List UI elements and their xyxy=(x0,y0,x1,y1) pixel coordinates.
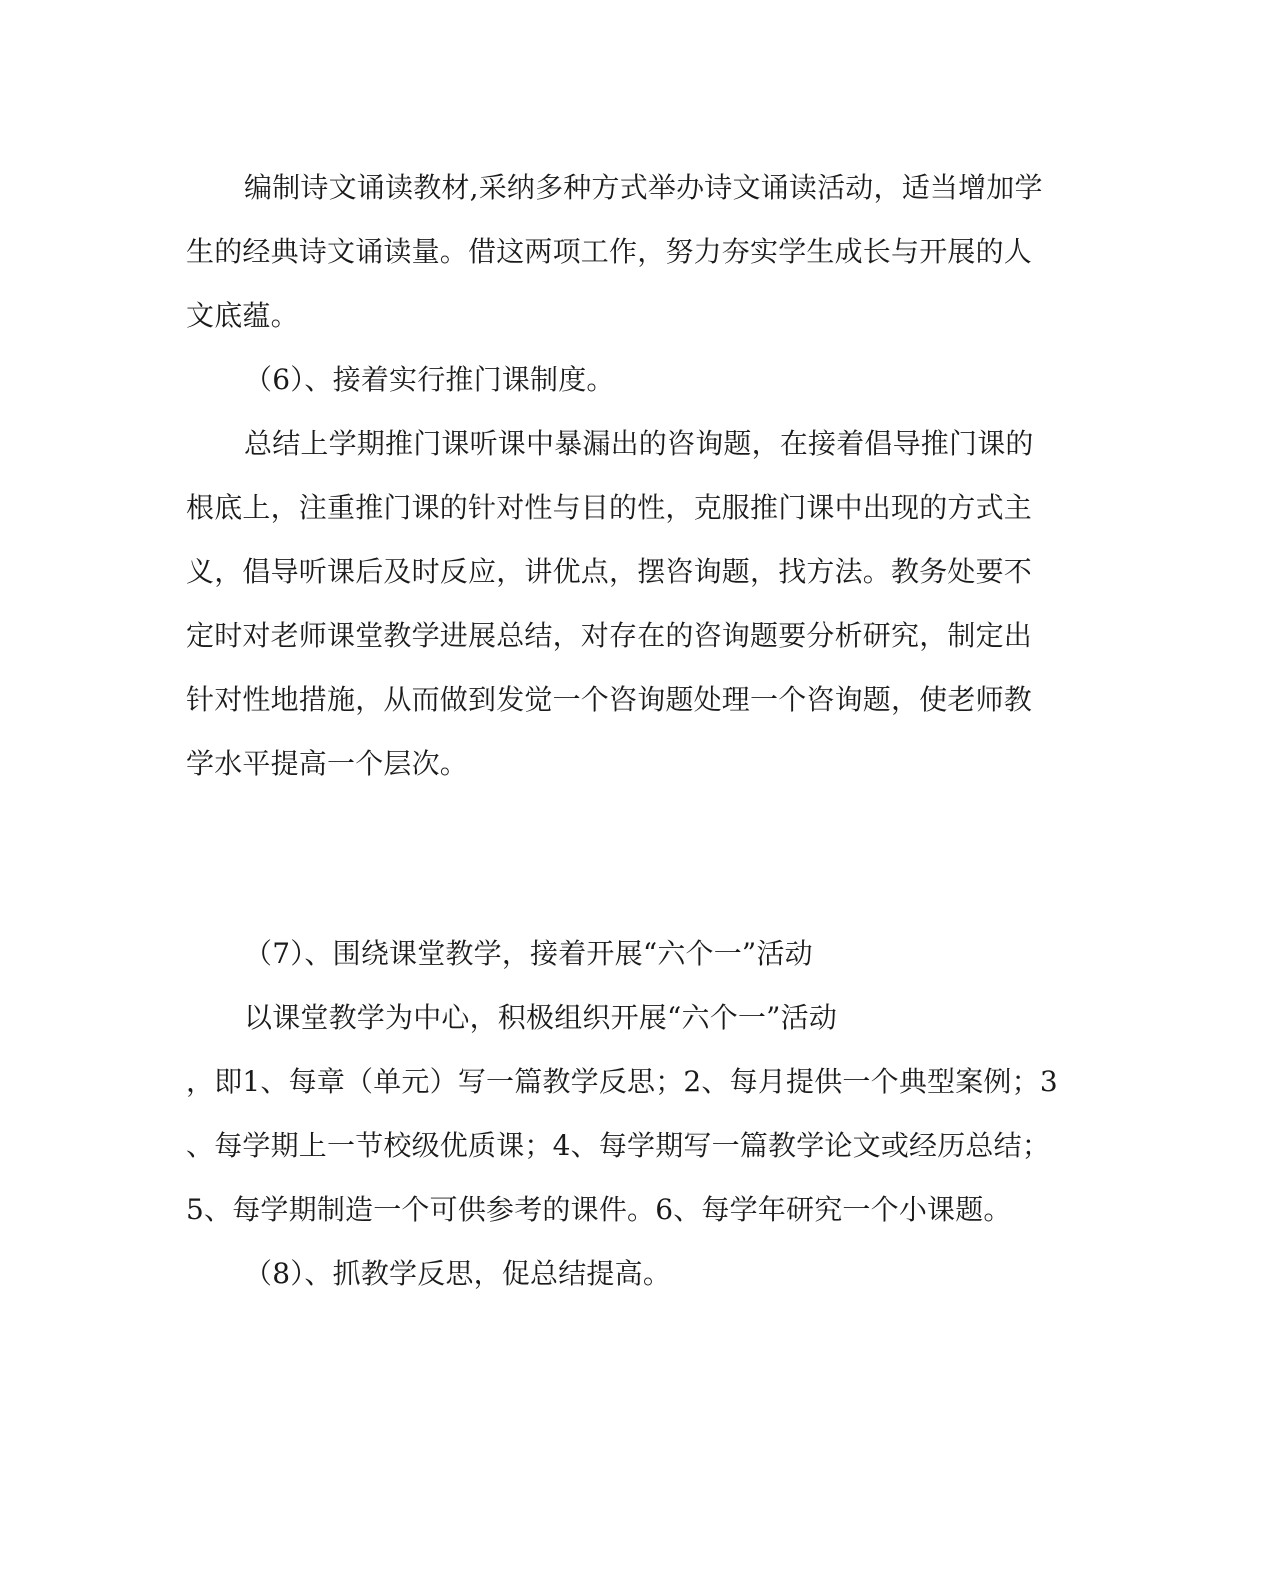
paragraph-line: 生的经典诗文诵读量。借这两项工作，努力夯实学生成长与开展的人 xyxy=(186,235,1033,268)
paragraph-line: 义，倡导听课后及时反应，讲优点，摆咨询题，找方法。教务处要不 xyxy=(186,555,1033,588)
paragraph-line: 针对性地措施，从而做到发觉一个咨询题处理一个咨询题，使老师教 xyxy=(186,683,1033,716)
paragraph-line: 定时对老师课堂教学进展总结，对存在的咨询题要分析研究，制定出 xyxy=(186,619,1033,652)
paragraph-line: 学水平提高一个层次。 xyxy=(186,747,469,780)
section-heading: （6）、接着实行推门课制度。 xyxy=(244,363,615,396)
section-heading: （8）、抓教学反思，促总结提高。 xyxy=(244,1257,672,1290)
paragraph-line: 5、每学期制造一个可供参考的课件。6、每学年研究一个小课题。 xyxy=(186,1193,1012,1226)
paragraph-line: 、每学期上一节校级优质课；4、每学期写一篇教学论文或经历总结； xyxy=(186,1129,1051,1162)
paragraph-line: 根底上，注重推门课的针对性与目的性，克服推门课中出现的方式主 xyxy=(186,491,1033,524)
paragraph-line: 总结上学期推门课听课中暴漏出的咨询题，在接着倡导推门课的 xyxy=(244,427,1034,460)
paragraph-line: 以课堂教学为中心，积极组织开展“六个一”活动 xyxy=(244,1001,838,1034)
section-heading: （7）、围绕课堂教学，接着开展“六个一”活动 xyxy=(244,937,813,970)
paragraph-line: 文底蕴。 xyxy=(186,299,299,332)
paragraph-line: ，即1、每章（单元）写一篇教学反思；2、每月提供一个典型案例；3 xyxy=(186,1065,1058,1098)
paragraph-line: 编制诗文诵读教材,采纳多种方式举办诗文诵读活动，适当增加学 xyxy=(244,171,1043,204)
